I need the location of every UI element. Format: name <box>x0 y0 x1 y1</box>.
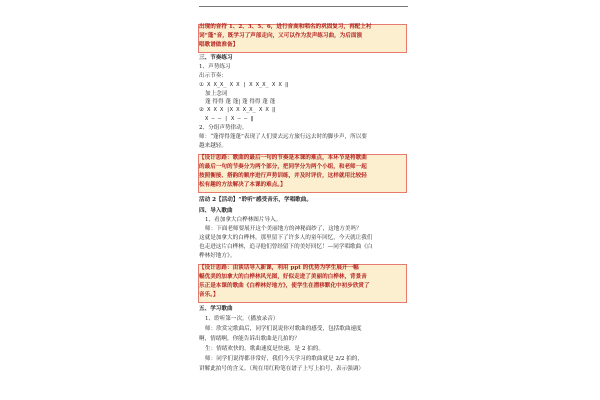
s3-show: 出示节奏： <box>199 73 227 79</box>
s3-item-1: 1、声势练习 <box>199 64 231 70</box>
activity-2-heading: 活动 2【活动】“聆听”感受音乐，学唱歌曲。 <box>199 197 312 203</box>
add-words: 加上念词 <box>205 91 228 97</box>
section-4-title: 四、导入歌曲 <box>199 208 233 214</box>
design1-line-4: 松有趣的方法解决了本课的难点。】 <box>199 182 286 188</box>
document-page <box>199 0 409 400</box>
intro-line-2: 词“蓬”音，既学习了声部走向，又可以作为发声练习曲，为后面演 <box>199 33 363 39</box>
rhythm-row-2: ② X X X |X X X̲X̲ X X ‖ <box>199 107 276 113</box>
section-5-title: 五、学习歌曲 <box>199 306 233 312</box>
s4-line-3: 这就是加拿大的白桦林。那里留下了许多人的童年回忆，今天就让我们 <box>199 235 373 241</box>
intro-line-3: 唱歌谱做准备】 <box>199 42 239 48</box>
design2-line-2: 幅优美的加拿大的白桦林风光图，好似走进了美丽的白桦林，背景音 <box>199 274 367 280</box>
rhythm-row-2b: X — — | X — — ‖ <box>205 116 254 122</box>
design2-line-3: 乐正是本课的歌曲《白桦林好地方》，使学生在潜移默化中初步欣赏了 <box>199 283 370 289</box>
s5-line-6: 讲解此拍号的含义。（现在用红粉笔在谱子上写上拍号，表示强调） <box>199 366 365 372</box>
s3-teacher-line-1: 师：“蓬得得蓬蓬”表现了人们要去远方旅行远去时的脚步声，所以要 <box>199 134 367 140</box>
design2-line-1: 【设计思路：由谈话导入新课，利用 ppt 的优势为学生展开一幅 <box>199 265 359 271</box>
s4-line-4: 也走进这片白桦林，追寻他们曾经留下的美好回忆！—同学唱歌曲《白 <box>199 244 373 250</box>
s5-line-5: 师：同学们说得都非常好，我们今天学习的歌曲就是 2/2 拍的， <box>205 356 363 362</box>
design1-line-2: 的最后一句的节奏分为两个部分，把同学分为两个小组，和老师一起 <box>199 164 367 170</box>
s4-line-1: 1、看加拿大白桦林图片导入。 <box>205 217 282 223</box>
s4-line-5: 桦林好地方》。 <box>199 253 236 259</box>
s5-line-2: 师：欣赏完歌曲后，同学们说说你对歌曲的感受，包括歌曲速度 <box>205 326 362 332</box>
s3-item-2: 2、分组声势律动。 <box>199 125 248 131</box>
design2-line-4: 音乐。】 <box>199 292 219 298</box>
section-3-title: 三、节奏练习 <box>199 55 233 61</box>
s5-line-3: 啊，情绪啊，你能告诉出歌曲是几拍的？ <box>199 336 300 342</box>
top-rule <box>199 6 408 7</box>
rhythm-row-1: ① X X̲X̲ X X | X X̲X̲ X X ‖ <box>199 82 289 88</box>
s5-line-4: 生：情绪欢快的，歌曲速度是快速，是 2 拍的。 <box>205 346 324 352</box>
design1-line-1: 【设计思路：歌曲的最后一句的节奏是本课的难点，本环节是将歌曲 <box>199 155 367 161</box>
s5-line-1: 1、聆听第一次。（播放录音） <box>205 316 279 322</box>
intro-line-1: 出现的音符 1、2、3、5、6，进行音高和唱名的巩固复习，再配上衬 <box>199 24 372 30</box>
s3-teacher-line-2: 越来越轻。 <box>199 143 227 149</box>
rhythm-words: 蓬 得得 蓬 蓬| 蓬 得得 蓬 蓬 <box>205 99 276 105</box>
s4-line-2: 师：下面老师要展开这个美丽地方的神秘面纱了，这地方美吗？ <box>205 226 362 232</box>
design1-line-3: 按照衡接、搭韵的顺序进行声势训练，并及时评价，这样就用比较轻 <box>199 173 367 179</box>
